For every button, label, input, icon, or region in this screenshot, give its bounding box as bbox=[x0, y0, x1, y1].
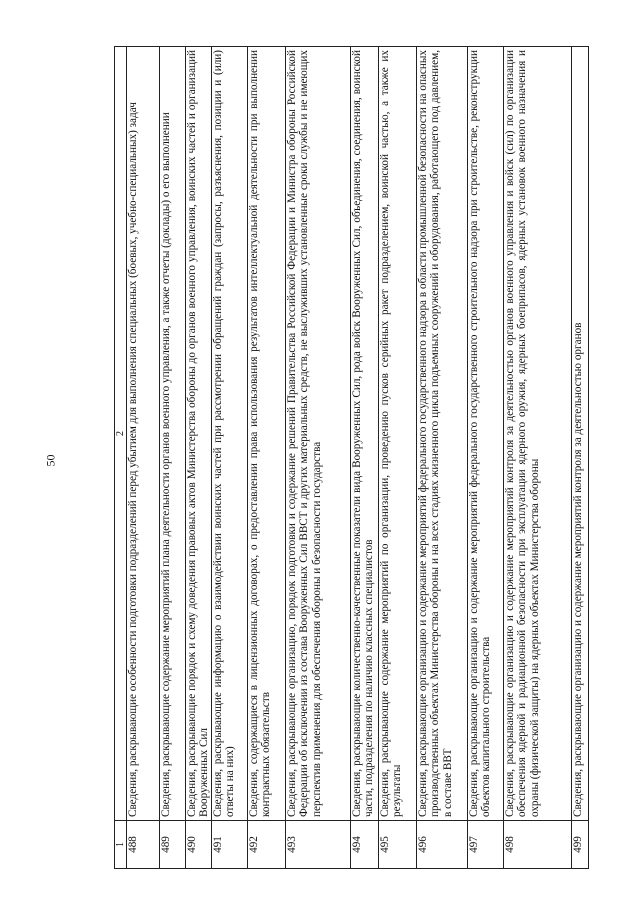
row-number: 494 bbox=[351, 821, 379, 869]
row-text: Сведения, раскрывающие содержание мероприятий по организации, проведению пусков серийных ракет подразделением, воинской частью, а также их результаты bbox=[379, 47, 417, 821]
table-row bbox=[286, 47, 351, 869]
page-number: 50 bbox=[43, 454, 58, 467]
table-row bbox=[572, 47, 589, 869]
row-text: Сведения, раскрывающие количественно-качественные показатели вида Вооруженных Сил, рода войск Вооруженных Сил, объединения, соединения, воинской части, подразделения по наличию классных специалистов bbox=[351, 47, 379, 821]
row-text: Сведения, содержащиеся в лицензионных договорах, о предоставлении права использования результатов интеллектуальной деятельности при выполнении контрактных обязательств bbox=[248, 47, 286, 821]
table-row bbox=[351, 47, 379, 869]
document-table bbox=[114, 46, 589, 869]
column-header-text: 2 bbox=[115, 47, 127, 821]
row-number: 495 bbox=[379, 821, 417, 869]
table-row bbox=[379, 47, 417, 869]
row-number: 498 bbox=[504, 821, 572, 869]
row-text: Сведения, раскрывающие организацию и содержание мероприятий федерального государственного надзора в области промышленной безопасности на опасных производственных объектах Министерства обороны и на всех стадиях жизненного цикла подъемных сооружений и оборудования, работающего под давлением, в составе ВВТ bbox=[417, 47, 468, 821]
row-number: 490 bbox=[186, 821, 212, 869]
table-row bbox=[160, 47, 186, 869]
table-row bbox=[212, 47, 248, 869]
table-row bbox=[127, 47, 160, 869]
row-text: Сведения, раскрывающие организацию и содержание мероприятий федерального государственного строительного надзора при строительстве, реконструкции объектов капитального строительства bbox=[468, 47, 504, 821]
row-number: 499 bbox=[572, 821, 589, 869]
row-number: 496 bbox=[417, 821, 468, 869]
row-number: 497 bbox=[468, 821, 504, 869]
row-number: 493 bbox=[286, 821, 351, 869]
row-number: 488 bbox=[127, 821, 160, 869]
rotated-table-wrapper bbox=[114, 46, 584, 869]
header-row bbox=[115, 47, 127, 869]
table-row bbox=[417, 47, 468, 869]
table-row bbox=[468, 47, 504, 869]
row-text: Сведения, раскрывающие порядок и схему доведения правовых актов Министерства обороны до органов военного управления, воинских частей и организаций Вооруженных Сил bbox=[186, 47, 212, 821]
row-text: Сведения, раскрывающие организацию и содержание мероприятий контроля за деятельностью органов военного управления и войск (сил) по организации обеспечения ядерной и радиационной безопасности при эксплуатации ядерного оружия, ядерных боеприпасов, ядерных установок военного назначения и охраны (физической защиты) на ядерных объектах Министерства обороны bbox=[504, 47, 572, 821]
row-number: 492 bbox=[248, 821, 286, 869]
row-text: Сведения, раскрывающие организацию и содержание мероприятий контроля за деятельностью органов bbox=[572, 47, 589, 821]
row-text: Сведения, раскрывающие организацию, порядок подготовки и содержание решений Правительства Российской Федерации и Министра обороны Российской Федерации об исключении из состава Вооруженных Сил ВВСТ и других материальных средств, не выслуживших установленные сроки службы и не имеющих перспектив применения для обеспечения обороны и безопасности государства bbox=[286, 47, 351, 821]
table-row bbox=[248, 47, 286, 869]
table-row bbox=[186, 47, 212, 869]
column-header-number: 1 bbox=[115, 821, 127, 869]
table-row bbox=[504, 47, 572, 869]
row-text: Сведения, раскрывающие содержание мероприятий плана деятельности органов военного управления, а также отчеты (доклады) о его выполнении bbox=[160, 47, 186, 821]
row-number: 489 bbox=[160, 821, 186, 869]
row-text: Сведения, раскрывающие особенности подготовки подразделений перед убытием для выполнения специальных (боевых, учебно-специальных) задач bbox=[127, 47, 160, 821]
row-number: 491 bbox=[212, 821, 248, 869]
row-text: Сведения, раскрывающие информацию о взаимодействии воинских частей при рассмотрении обращений граждан (запросы, разъяснения, позиции и (или) ответы на них) bbox=[212, 47, 248, 821]
